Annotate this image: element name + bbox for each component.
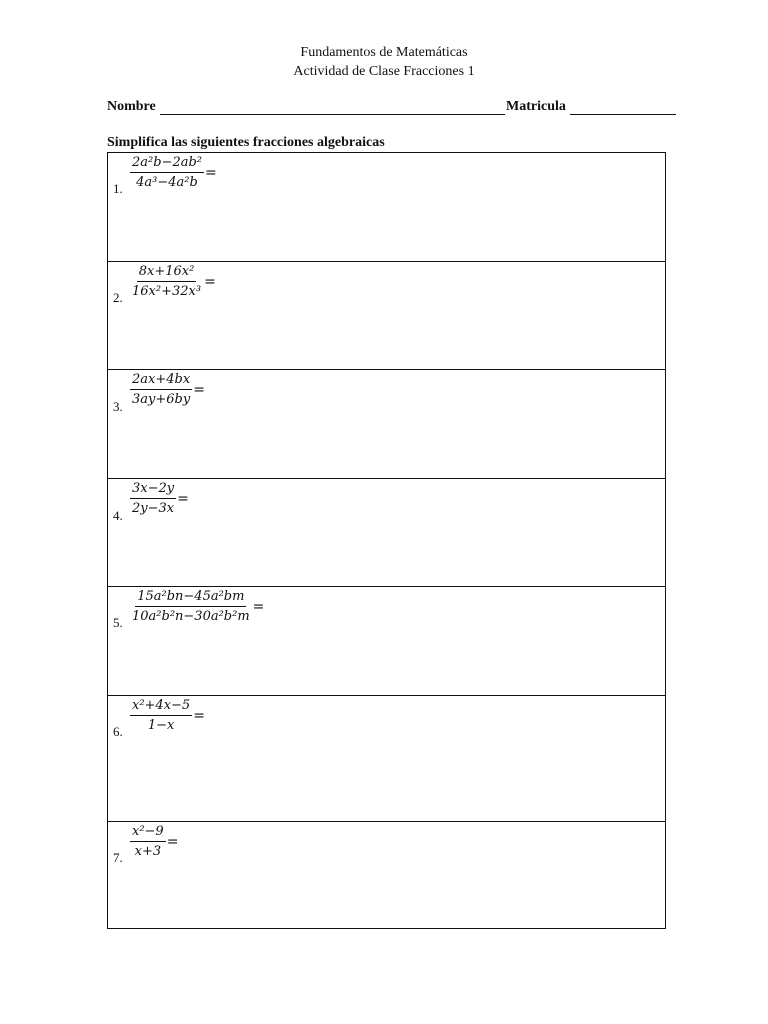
- numerator: x²+4x−5: [130, 698, 192, 716]
- problem-1[interactable]: [108, 153, 665, 262]
- fraction-expression: [130, 372, 205, 407]
- fraction-expression: [130, 155, 217, 190]
- equals-sign: =: [252, 598, 265, 615]
- denominator: x+3: [134, 844, 162, 859]
- numerator: 2ax+4bx: [130, 372, 192, 390]
- id-label: Matricula: [506, 99, 566, 114]
- fraction-expression: [130, 589, 264, 624]
- problem-number: 2.: [113, 290, 123, 305]
- denominator: 1−x: [147, 718, 175, 733]
- fraction-expression: [130, 824, 178, 859]
- numerator: 3x−2y: [130, 481, 176, 499]
- problem-number: 7.: [113, 850, 123, 865]
- name-label: Nombre: [107, 99, 156, 114]
- fraction-expression: [130, 698, 205, 733]
- name-field[interactable]: [160, 114, 505, 115]
- id-field[interactable]: [570, 114, 676, 115]
- equals-sign: =: [177, 490, 189, 507]
- instructions: Simplifica las siguientes fracciones algebraicas: [107, 135, 385, 150]
- denominator: 4a³−4a²b: [136, 175, 198, 190]
- fraction-expression: [130, 481, 189, 516]
- problem-6[interactable]: [108, 696, 665, 822]
- equals-sign: =: [193, 381, 205, 398]
- problem-4[interactable]: [108, 479, 665, 587]
- equals-sign: =: [166, 833, 179, 850]
- problem-3[interactable]: [108, 370, 665, 479]
- denominator: 16x²+32x³: [132, 284, 202, 299]
- problem-7[interactable]: [108, 822, 665, 928]
- course-title: Fundamentos de Matemáticas: [300, 45, 468, 60]
- numerator: 2a²b−2ab²: [130, 155, 204, 173]
- denominator: 2y−3x: [132, 501, 175, 516]
- activity-title: Actividad de Clase Fracciones 1: [293, 64, 475, 79]
- problem-number: 4.: [113, 508, 123, 523]
- problem-number: 5.: [113, 615, 123, 630]
- equals-sign: =: [205, 164, 217, 181]
- equals-sign: =: [204, 273, 216, 290]
- problem-number: 6.: [113, 724, 123, 739]
- fraction-expression: [130, 264, 216, 299]
- problem-2[interactable]: [108, 262, 665, 370]
- numerator: x²−9: [130, 824, 166, 842]
- problem-number: 3.: [113, 399, 123, 414]
- problems-table: [107, 152, 666, 929]
- problem-number: 1.: [113, 181, 123, 196]
- equals-sign: =: [193, 707, 205, 724]
- denominator: 3ay+6by: [132, 392, 191, 407]
- denominator: 10a²b²n−30a²b²m: [132, 609, 250, 624]
- numerator: 15a²bn−45a²bm: [135, 589, 246, 607]
- problem-5[interactable]: [108, 587, 665, 696]
- numerator: 8x+16x²: [137, 264, 197, 282]
